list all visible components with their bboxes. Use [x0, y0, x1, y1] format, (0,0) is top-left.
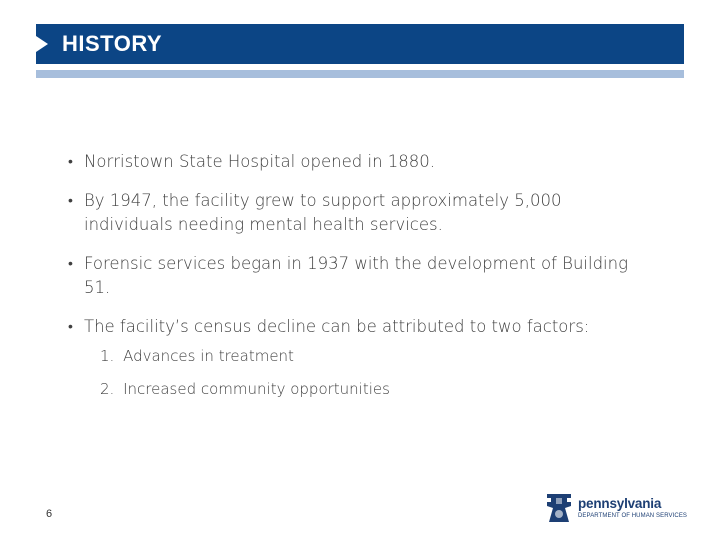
item-number: 1. — [100, 347, 115, 365]
slide-title: HISTORY — [62, 31, 163, 56]
slide-content — [60, 150, 650, 412]
arrow-icon — [36, 36, 48, 52]
bullet-icon: • — [68, 319, 73, 335]
logo-wordmark: pennsylvania — [578, 496, 662, 511]
bullet-item — [60, 252, 650, 300]
logo-subline: DEPARTMENT OF HUMAN SERVICES — [578, 513, 688, 519]
bullet-item — [60, 189, 650, 237]
numbered-item — [100, 379, 650, 399]
item-number: 2. — [100, 380, 115, 398]
page-number: 6 — [46, 508, 53, 520]
bullet-icon: • — [68, 256, 73, 272]
item-text: Advances in treatment — [123, 347, 294, 365]
bullet-text: The facility’s census decline can be attributed to two factors: — [84, 317, 590, 336]
bullet-text: By 1947, the facility grew to support approximately 5,000 individuals needing mental health services. — [84, 191, 562, 234]
bullet-text: Norristown State Hospital opened in 1880. — [84, 152, 436, 171]
pennsylvania-dhs-logo — [544, 492, 689, 526]
keystone-icon — [544, 492, 574, 524]
bullet-icon: • — [68, 154, 73, 170]
item-text: Increased community opportunities — [123, 380, 390, 398]
numbered-list — [100, 346, 650, 399]
bullet-text: Forensic services began in 1937 with the development of Building 51. — [84, 254, 628, 297]
title-divider — [36, 70, 684, 78]
bullet-icon: • — [68, 193, 73, 209]
bullet-item — [60, 315, 650, 339]
numbered-item — [100, 346, 650, 366]
bullet-item — [60, 150, 650, 174]
